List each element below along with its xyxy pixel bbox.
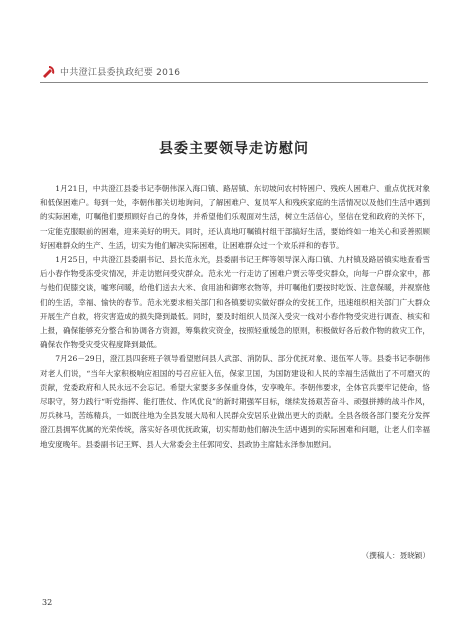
author-credit: （撰稿人：聂晓颖） xyxy=(361,551,430,560)
paragraph-3: 7月26－29日，澄江县四套班子领导看望慰问县人武部、消防队、部分优抚对象、退伍军人等。县委书记李朝伟对老人们说，“当年大家积极响应祖国的号召应征入伍，保家卫国，为国防建设和人民的幸福生活做出了不可磨灭的贡献，党委政府和人民永远不会忘记。希望大家要多多保重身体，安享晚年。李朝伟要求，全体官兵要牢记使命，恪尽职守，努力践行“听党指挥、能打胜仗、作风优良”的新时期强军目标，继续发扬艰苦奋斗、顽强拼搏的战斗作风，厉兵秣马，苦练精兵，一如既往地为全县发展大局和人民群众安居乐业做出更大的贡献。全县各级各部门要充分发挥澄江县拥军优属的光荣传统，落实好各项优抚政策，切实帮助他们解决生活中遇到的实际困难和问题，让老人们幸福地安度晚年。县委副书记王辉、县人大常委会主任郭同安、县政协主席陆永泽参加慰问。 xyxy=(40,354,430,449)
page-number: 32 xyxy=(42,598,53,607)
article-body xyxy=(40,182,430,452)
party-emblem-icon xyxy=(40,64,56,78)
running-header xyxy=(40,64,180,78)
header-divider xyxy=(40,82,428,83)
article-title: 县委主要领导走访慰问 xyxy=(159,141,309,157)
paragraph-1: 1月21日，中共澄江县委书记李朝伟深入海口镇、路居镇、东切坡问农村特困户、残疾人困难户、重点优抚对象和低保困难户。每到一处，李朝伟都关切地询问，了解困难户、复员军人和残疾家庭的生活情况以及他们生活中遇到的实际困难，叮嘱他们要照顾好自己的身体，并希望他们乐观面对生活，树立生活信心，坚信在党和政府的关怀下，一定能克服眼前的困难，迎来美好的明天。同时，还认真地叮嘱镇村组干部搞好生活，要始终如一地关心和妥善照顾好困难群众的生产、生活，切实为他们解决实际困难，让困难群众过一个欢乐祥和的春节。 xyxy=(40,184,430,250)
paragraph-2: 1月25日，中共澄江县委副书记、县长范永光，县委副书记王辉等领导深入海口镇、九村镇及路居镇实地查看雪后小春作物受冻受灾情况，并走访慰问受灾群众。范永光一行走访了困难户贾云等受灾群众，向每一户群众家中，都与他们促膝交谈，嘘寒问暖，给他们送去大米、食用油和御寒衣物等，并叮嘱他们要按时吃饭、注意保暖，并视察他们的生活，幸福、愉快的春节。范永光要求相关部门和各镇要切实做好群众的安抚工作，迅速组织相关部门广大群众开展生产自救，将灾害造成的损失降到最低。同时，要及时组织人员深入受灾一线对小春作物受灾进行调查、核实和上报，确保能够充分整合和协调各方资源，筹集救灾资金，按照轻重缓急的原则，积极做好各后救作物的救灾工作，确保农作物受灾受灾程度降到最低。 xyxy=(40,255,430,350)
header-title: 中共澄江县委执政纪要 2016 xyxy=(60,67,181,78)
